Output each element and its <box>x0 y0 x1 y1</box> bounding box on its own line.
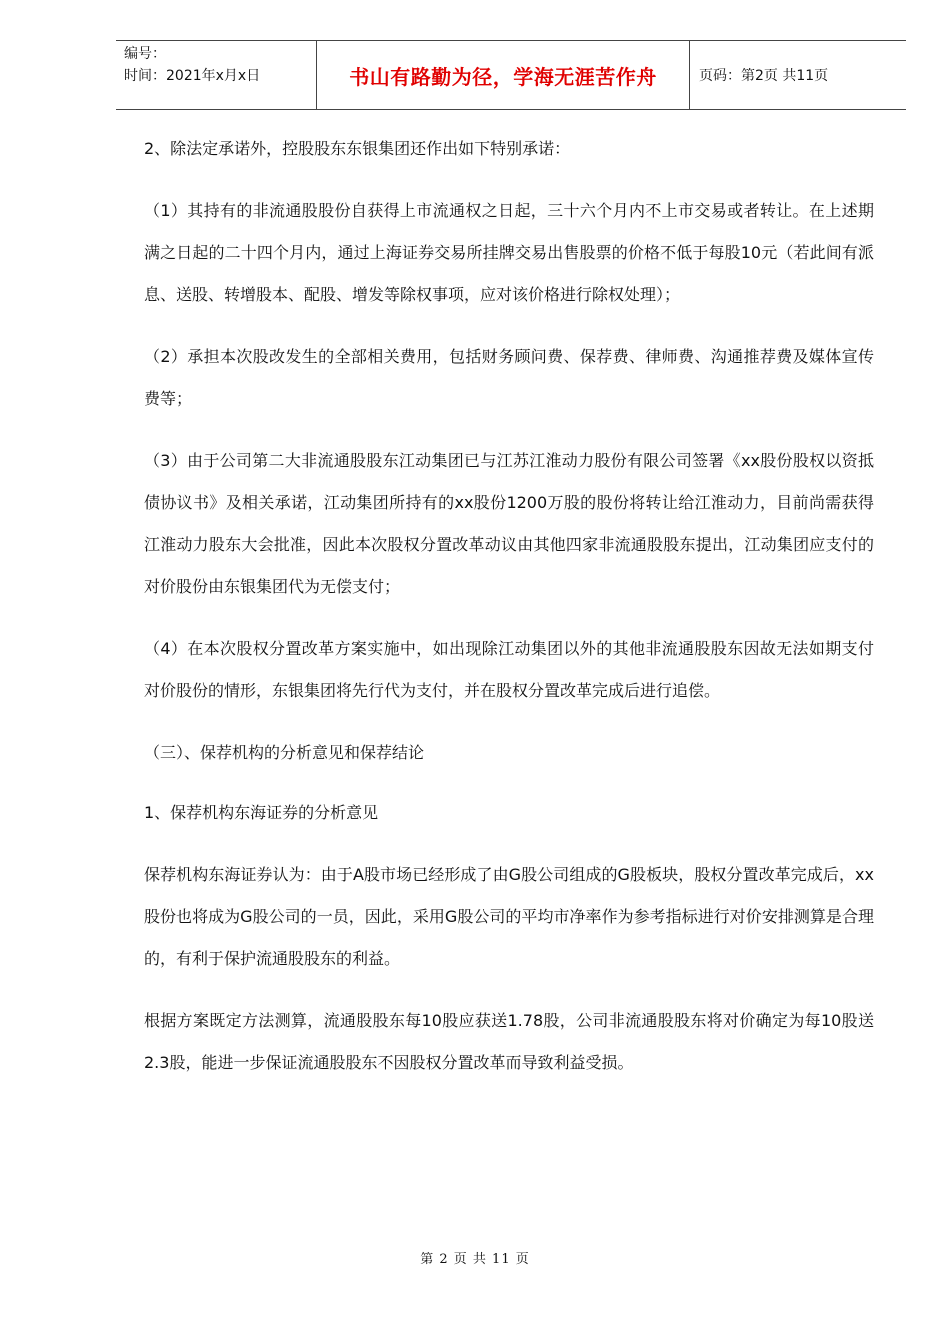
paragraph-commitment-1: （1）其持有的非流通股股份自获得上市流通权之日起，三十六个月内不上市交易或者转让。在上述期满之日起的二十四个月内，通过上海证券交易所挂牌交易出售股票的价格不低于每股10元（若此间有派息、送股、转增股本、配股、增发等除权事项，应对该价格进行除权处理）； <box>144 201 874 304</box>
paragraph-special-commitments: 2、除法定承诺外，控股股东东银集团还作出如下特别承诺： <box>144 139 571 158</box>
page-footer: 第 2 页 共 11 页 <box>420 1252 530 1267</box>
paragraph-commitment-2: （2）承担本次股改发生的全部相关费用，包括财务顾问费、保荐费、律师费、沟通推荐费及媒体宣传费等； <box>144 347 874 408</box>
paragraph-commitment-4: （4）在本次股权分置改革方案实施中，如出现除江动集团以外的其他非流通股股东因故无法如期支付对价股份的情形，东银集团将先行代为支付，并在股权分置改革完成后进行追偿。 <box>144 639 874 700</box>
paragraph-commitment-3: （3）由于公司第二大非流通股股东江动集团已与江苏江淮动力股份有限公司签署《xx股份股权以资抵债协议书》及相关承诺，江动集团所持有的xx股份1200万股的股份将转让给江淮动力，目前尚需获得江淮动力股东大会批准，因此本次股权分置改革动议由其他四家非流通股股东提出，江动集团应支付的对价股份由东银集团代为无偿支付； <box>144 451 874 596</box>
paragraph-sponsor-view: 保荐机构东海证券认为：由于A股市场已经形成了由G股公司组成的G股板块，股权分置改革完成后，xx股份也将成为G股公司的一员，因此，采用G股公司的平均市净率作为参考指标进行对价安排测算是合理的，有利于保护流通股股东的利益。 <box>144 865 874 968</box>
header-meta <box>124 43 314 87</box>
subheading-sponsor-analysis: 1、保荐机构东海证券的分析意见 <box>144 803 379 822</box>
paragraph-calculation: 根据方案既定方法测算，流通股股东每10股应获送1.78股，公司非流通股股东将对价确定为每10股送2.3股，能进一步保证流通股股东不因股权分置改革而导致利益受损。 <box>144 1011 874 1072</box>
document-time: 时间：2021年x月x日 <box>124 68 261 84</box>
page-header <box>116 40 906 110</box>
document-number-label: 编号： <box>124 46 166 62</box>
document-body <box>144 128 874 1084</box>
header-motto: 书山有路勤为径，学海无涯苦作舟 <box>349 65 657 89</box>
section-heading-sponsor-opinion: （三）、保荐机构的分析意见和保荐结论 <box>144 743 425 762</box>
header-divider <box>689 41 690 109</box>
header-page-info: 页码：第2页 共11页 <box>699 68 829 84</box>
